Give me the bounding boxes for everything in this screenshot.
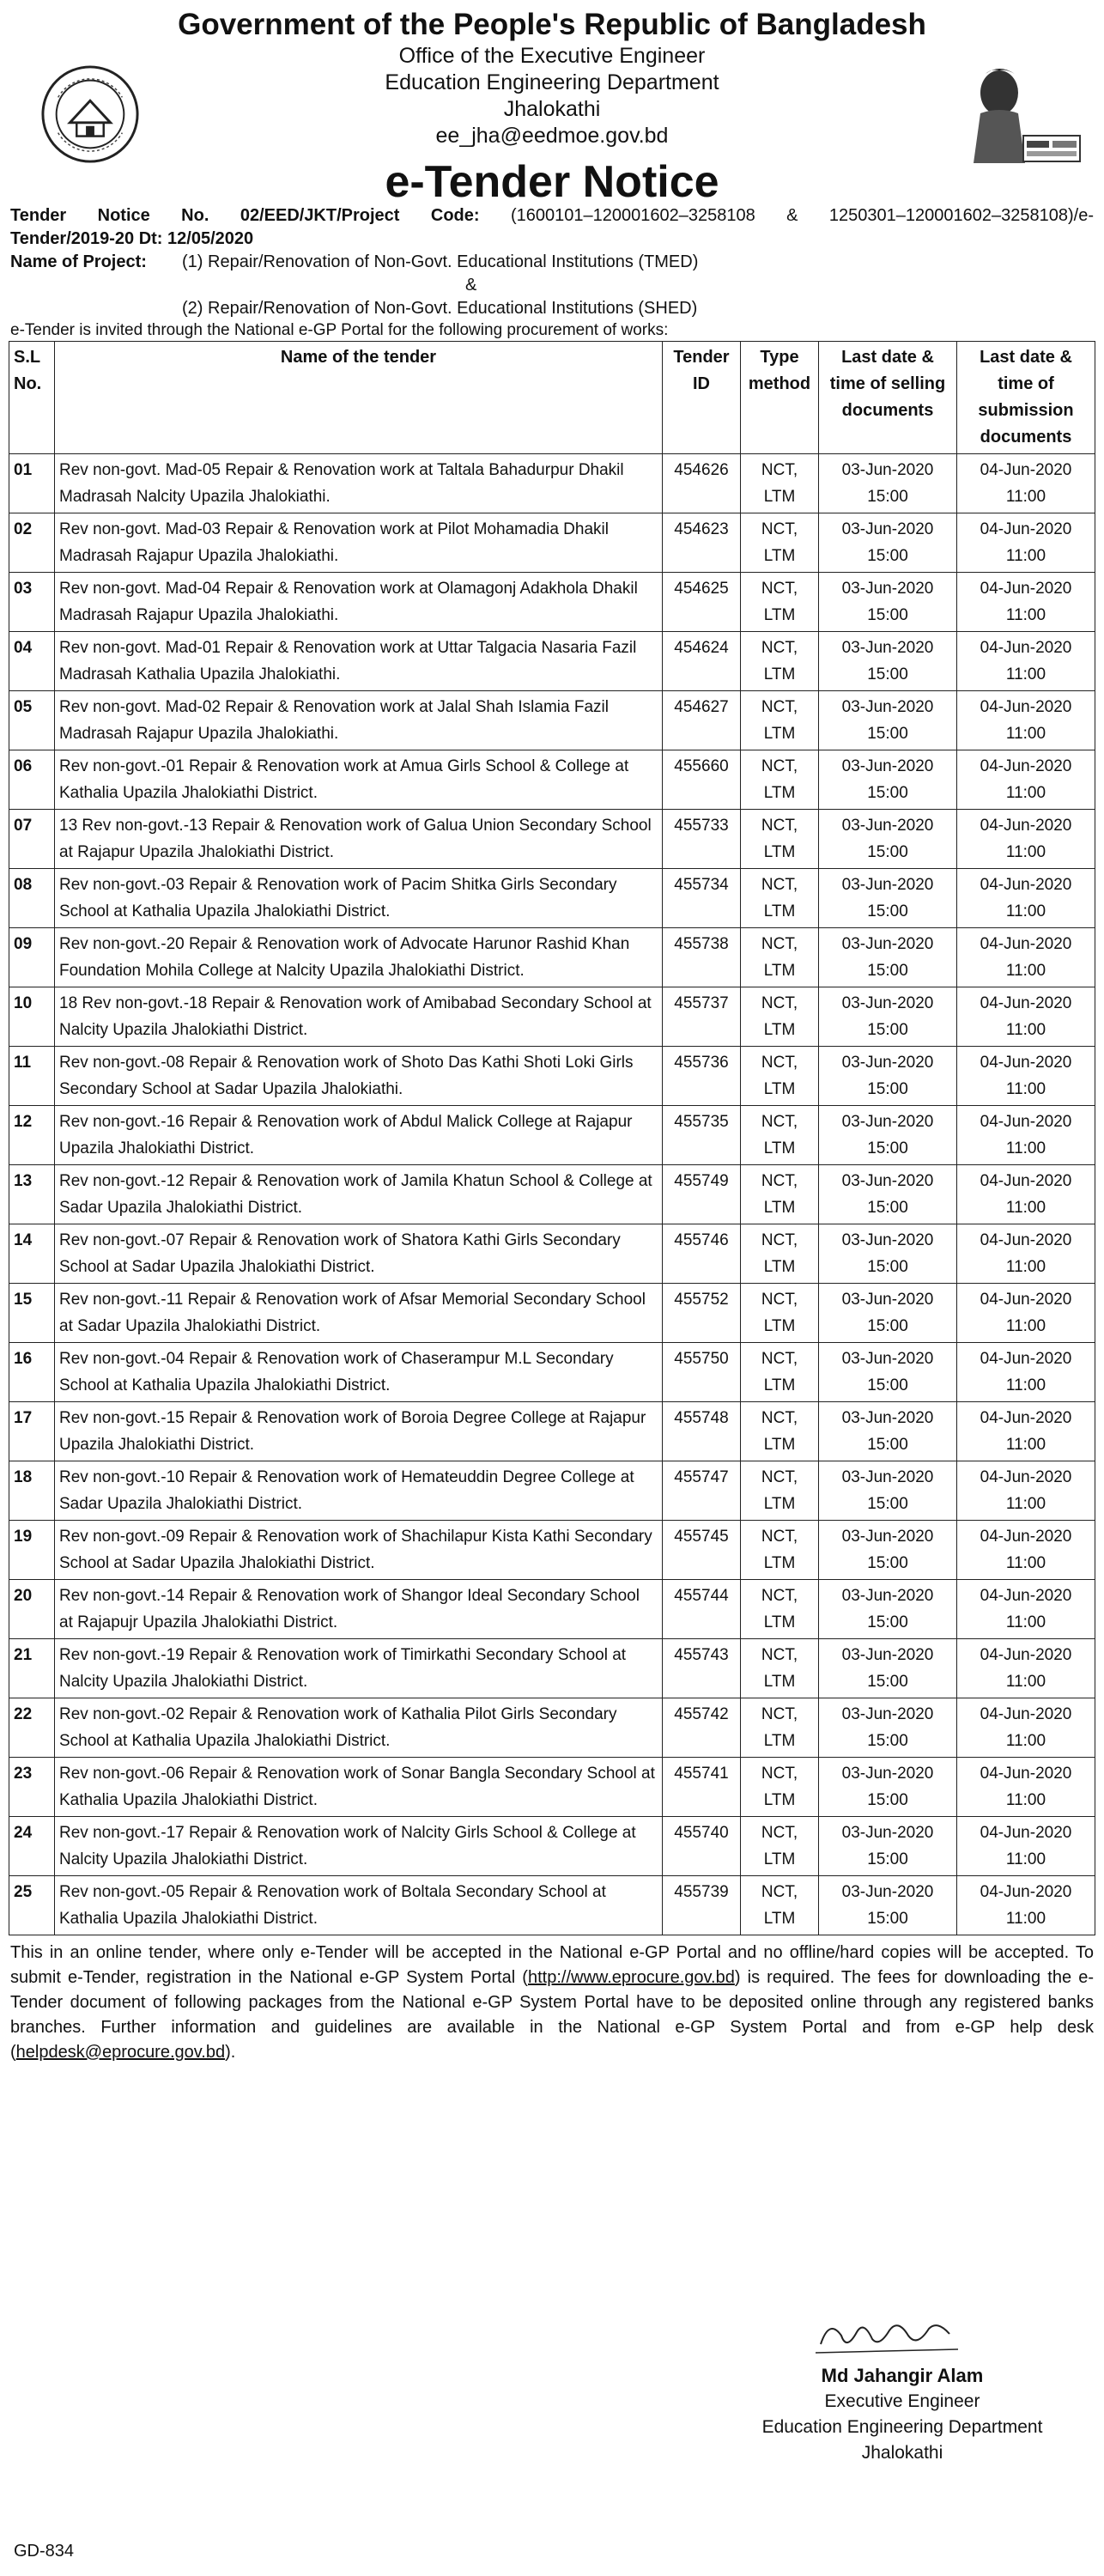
row-tender-name: Rev non-govt. Mad-01 Repair & Renovation work at Uttar Talgacia Nasaria Fazil Madrasah Kathalia Upazila Jhalokiathi. — [55, 632, 663, 691]
footer-text-3: ). — [225, 2043, 236, 2062]
table-row — [9, 1402, 1095, 1461]
footer-text-2: ) is required. The fees for downloading the e-Tender document of following packages from the National e-GP System Portal have to be deposited online through any registered banks branches. Further information and guidelines are available in the National e-GP System Portal and from e-GP help desk ( — [10, 1968, 1094, 2062]
row-submission-date: 04-Jun-2020 11:00 — [957, 1580, 1095, 1639]
row-sl: 25 — [9, 1876, 55, 1935]
row-tender-name: Rev non-govt. Mad-05 Repair & Renovation work at Taltala Bahadurpur Dhakil Madrasah Nalcity Upazila Jhalokiathi. — [55, 454, 663, 513]
helpdesk-email-link[interactable]: helpdesk@eprocure.gov.bd — [15, 2043, 226, 2062]
row-type-method: NCT, LTM — [741, 691, 819, 750]
row-tender-name: Rev non-govt.-02 Repair & Renovation work of Kathalia Pilot Girls Secondary School at Kathalia Upazila Jhalokiathi District. — [55, 1698, 663, 1758]
table-row — [9, 1047, 1095, 1106]
row-tender-id: 455739 — [663, 1876, 741, 1935]
row-selling-date: 03-Jun-2020 15:00 — [819, 1165, 957, 1224]
row-sl: 17 — [9, 1402, 55, 1461]
row-tender-name: Rev non-govt.-05 Repair & Renovation work of Boltala Secondary School at Kathalia Upazila Jhalokiathi District. — [55, 1876, 663, 1935]
row-tender-name: Rev non-govt.-17 Repair & Renovation work of Nalcity Girls School & College at Nalcity Upazila Jhalokiathi District. — [55, 1817, 663, 1876]
row-submission-date: 04-Jun-2020 11:00 — [957, 1402, 1095, 1461]
row-tender-name: Rev non-govt. Mad-04 Repair & Renovation work at Olamagonj Adakhola Dhakil Madrasah Rajapur Upazila Jhalokiathi. — [55, 573, 663, 632]
eed-emblem-icon — [39, 64, 141, 165]
row-tender-name: Rev non-govt.-03 Repair & Renovation work of Pacim Shitka Girls Secondary School at Kathalia Upazila Jhalokiathi District. — [55, 869, 663, 928]
project-row-1 — [10, 251, 1094, 274]
row-submission-date: 04-Jun-2020 11:00 — [957, 1343, 1095, 1402]
row-submission-date: 04-Jun-2020 11:00 — [957, 454, 1095, 513]
row-selling-date: 03-Jun-2020 15:00 — [819, 987, 957, 1047]
row-tender-id: 455735 — [663, 1106, 741, 1165]
invitation-text: e-Tender is invited through the National e-GP Portal for the following procurement of works: — [10, 321, 669, 339]
row-type-method: NCT, LTM — [741, 1461, 819, 1521]
row-tender-name: Rev non-govt.-10 Repair & Renovation work of Hemateuddin Degree College at Sadar Upazila Jhalokiathi District. — [55, 1461, 663, 1521]
row-submission-date: 04-Jun-2020 11:00 — [957, 632, 1095, 691]
tender-info — [9, 204, 1095, 341]
header-name: Name of the tender — [55, 342, 663, 454]
row-tender-name: Rev non-govt. Mad-02 Repair & Renovation work at Jalal Shah Islamia Fazil Madrasah Rajapur Upazila Jhalokiathi. — [55, 691, 663, 750]
row-tender-name: Rev non-govt.-06 Repair & Renovation work of Sonar Bangla Secondary School at Kathalia Upazila Jhalokiathi District. — [55, 1758, 663, 1817]
row-selling-date: 03-Jun-2020 15:00 — [819, 1521, 957, 1580]
row-type-method: NCT, LTM — [741, 632, 819, 691]
row-tender-id: 455740 — [663, 1817, 741, 1876]
row-type-method: NCT, LTM — [741, 1580, 819, 1639]
row-submission-date: 04-Jun-2020 11:00 — [957, 691, 1095, 750]
row-type-method: NCT, LTM — [741, 573, 819, 632]
row-type-method: NCT, LTM — [741, 1284, 819, 1343]
footer-text-1: This in an online tender, where only e-Tender will be accepted in the National e-GP Portal and no offline/hard copies will be accepted. To submit e-Tender, registration in the National e-GP System Portal ( — [10, 1943, 1094, 1987]
row-tender-name: Rev non-govt.-11 Repair & Renovation work of Afsar Memorial Secondary School at Sadar Upazila Jhalokiathi District. — [55, 1284, 663, 1343]
row-sl: 21 — [9, 1639, 55, 1698]
row-submission-date: 04-Jun-2020 11:00 — [957, 750, 1095, 810]
table-row — [9, 1284, 1095, 1343]
table-row — [9, 987, 1095, 1047]
table-row — [9, 513, 1095, 573]
signatory-department: Education Engineering Department — [761, 2417, 1043, 2437]
eprocure-link[interactable]: http://www.eprocure.gov.bd — [527, 1968, 735, 1987]
signature-icon — [812, 2310, 967, 2361]
row-tender-name: Rev non-govt.-19 Repair & Renovation work of Timirkathi Secondary School at Nalcity Upazila Jhalokiathi District. — [55, 1639, 663, 1698]
row-submission-date: 04-Jun-2020 11:00 — [957, 573, 1095, 632]
row-type-method: NCT, LTM — [741, 1224, 819, 1284]
table-row — [9, 869, 1095, 928]
tender-notice-page — [9, 0, 1095, 2576]
row-type-method: NCT, LTM — [741, 1876, 819, 1935]
row-selling-date: 03-Jun-2020 15:00 — [819, 1758, 957, 1817]
project-label: Name of Project: — [10, 252, 147, 271]
row-tender-id: 455737 — [663, 987, 741, 1047]
row-tender-id: 455744 — [663, 1580, 741, 1639]
mujib-year-logo-icon — [946, 62, 1083, 173]
table-header-row — [9, 342, 1095, 454]
signatory-location: Jhalokathi — [861, 2443, 943, 2463]
row-type-method: NCT, LTM — [741, 1165, 819, 1224]
row-selling-date: 03-Jun-2020 15:00 — [819, 1580, 957, 1639]
row-sl: 24 — [9, 1817, 55, 1876]
table-row — [9, 1343, 1095, 1402]
row-submission-date: 04-Jun-2020 11:00 — [957, 928, 1095, 987]
row-tender-name: Rev non-govt.-20 Repair & Renovation work of Advocate Harunor Rashid Khan Foundation Mohila College at Nalcity Upazila Jhalokiathi District. — [55, 928, 663, 987]
gd-code: GD-834 — [14, 2542, 75, 2561]
row-type-method: NCT, LTM — [741, 1817, 819, 1876]
row-sl: 23 — [9, 1758, 55, 1817]
notice-header — [9, 0, 1095, 207]
row-tender-id: 455752 — [663, 1284, 741, 1343]
row-submission-date: 04-Jun-2020 11:00 — [957, 1758, 1095, 1817]
header-submission-date: Last date & time of submission documents — [957, 342, 1095, 454]
row-tender-id: 454624 — [663, 632, 741, 691]
row-sl: 05 — [9, 691, 55, 750]
row-submission-date: 04-Jun-2020 11:00 — [957, 1639, 1095, 1698]
row-tender-id: 454626 — [663, 454, 741, 513]
tender-rows — [9, 454, 1095, 1935]
row-type-method: NCT, LTM — [741, 869, 819, 928]
row-tender-name: Rev non-govt.-08 Repair & Renovation work of Shoto Das Kathi Shoti Loki Girls Secondary School at Sadar Upazila Jhalokiathi. — [55, 1047, 663, 1106]
row-type-method: NCT, LTM — [741, 513, 819, 573]
project-item-2: (2) Repair/Renovation of Non-Govt. Educational Institutions (SHED) — [182, 299, 698, 318]
table-row — [9, 1817, 1095, 1876]
row-tender-id: 455733 — [663, 810, 741, 869]
project-row-2 — [10, 297, 1094, 320]
row-selling-date: 03-Jun-2020 15:00 — [819, 1698, 957, 1758]
table-row — [9, 1521, 1095, 1580]
header-type-method: Type method — [741, 342, 819, 454]
table-row — [9, 810, 1095, 869]
row-tender-name: Rev non-govt.-15 Repair & Renovation work of Boroia Degree College at Rajapur Upazila Jhalokiathi District. — [55, 1402, 663, 1461]
row-submission-date: 04-Jun-2020 11:00 — [957, 987, 1095, 1047]
row-sl: 01 — [9, 454, 55, 513]
row-sl: 07 — [9, 810, 55, 869]
row-tender-name: Rev non-govt.-14 Repair & Renovation work of Shangor Ideal Secondary School at Rajapujr Upazila Jhalokiathi District. — [55, 1580, 663, 1639]
row-selling-date: 03-Jun-2020 15:00 — [819, 1106, 957, 1165]
table-row — [9, 928, 1095, 987]
row-selling-date: 03-Jun-2020 15:00 — [819, 1639, 957, 1698]
row-selling-date: 03-Jun-2020 15:00 — [819, 573, 957, 632]
row-tender-name: Rev non-govt. Mad-03 Repair & Renovation work at Pilot Mohamadia Dhakil Madrasah Rajapur Upazila Jhalokiathi. — [55, 513, 663, 573]
project-ampersand: & — [465, 276, 477, 295]
row-type-method: NCT, LTM — [741, 1758, 819, 1817]
row-sl: 11 — [9, 1047, 55, 1106]
row-selling-date: 03-Jun-2020 15:00 — [819, 928, 957, 987]
row-tender-name: Rev non-govt.-09 Repair & Renovation work of Shachilapur Kista Kathi Secondary School at Sadar Upazila Jhalokiathi District. — [55, 1521, 663, 1580]
project-label-spacer — [10, 297, 182, 320]
row-tender-id: 454623 — [663, 513, 741, 573]
row-sl: 19 — [9, 1521, 55, 1580]
office-location: Jhalokathi — [503, 97, 601, 121]
signatory-name: Md Jahangir Alam — [821, 2365, 984, 2386]
row-tender-id: 455746 — [663, 1224, 741, 1284]
row-submission-date: 04-Jun-2020 11:00 — [957, 1817, 1095, 1876]
row-type-method: NCT, LTM — [741, 928, 819, 987]
notice-title: e-Tender Notice — [385, 157, 719, 207]
row-sl: 02 — [9, 513, 55, 573]
row-type-method: NCT, LTM — [741, 1343, 819, 1402]
office-name: Office of the Executive Engineer — [398, 44, 706, 68]
row-type-method: NCT, LTM — [741, 1639, 819, 1698]
row-tender-id: 454625 — [663, 573, 741, 632]
row-sl: 18 — [9, 1461, 55, 1521]
row-submission-date: 04-Jun-2020 11:00 — [957, 1047, 1095, 1106]
header-selling-date: Last date & time of selling documents — [819, 342, 957, 454]
row-type-method: NCT, LTM — [741, 1106, 819, 1165]
row-submission-date: 04-Jun-2020 11:00 — [957, 869, 1095, 928]
row-tender-name: Rev non-govt.-16 Repair & Renovation work of Abdul Malick College at Rajapur Upazila Jhalokiathi District. — [55, 1106, 663, 1165]
row-selling-date: 03-Jun-2020 15:00 — [819, 1402, 957, 1461]
tender-table — [9, 341, 1095, 1935]
row-tender-name: 13 Rev non-govt.-13 Repair & Renovation work of Galua Union Secondary School at Rajapur Upazila Jhalokiathi District. — [55, 810, 663, 869]
table-row — [9, 750, 1095, 810]
row-sl: 15 — [9, 1284, 55, 1343]
row-tender-id: 455747 — [663, 1461, 741, 1521]
row-sl: 04 — [9, 632, 55, 691]
table-row — [9, 1224, 1095, 1284]
row-tender-name: Rev non-govt.-01 Repair & Renovation work at Amua Girls School & College at Kathalia Upazila Jhalokiathi District. — [55, 750, 663, 810]
row-sl: 03 — [9, 573, 55, 632]
row-submission-date: 04-Jun-2020 11:00 — [957, 810, 1095, 869]
row-sl: 06 — [9, 750, 55, 810]
row-tender-id: 455734 — [663, 869, 741, 928]
row-tender-id: 455749 — [663, 1165, 741, 1224]
table-row — [9, 1639, 1095, 1698]
table-row — [9, 573, 1095, 632]
row-selling-date: 03-Jun-2020 15:00 — [819, 454, 957, 513]
row-selling-date: 03-Jun-2020 15:00 — [819, 1461, 957, 1521]
row-tender-id: 455750 — [663, 1343, 741, 1402]
row-sl: 22 — [9, 1698, 55, 1758]
row-selling-date: 03-Jun-2020 15:00 — [819, 1817, 957, 1876]
row-tender-name: Rev non-govt.-07 Repair & Renovation work of Shatora Kathi Girls Secondary School at Sadar Upazila Jhalokiathi District. — [55, 1224, 663, 1284]
row-selling-date: 03-Jun-2020 15:00 — [819, 513, 957, 573]
row-sl: 09 — [9, 928, 55, 987]
table-row — [9, 1580, 1095, 1639]
table-row — [9, 454, 1095, 513]
signatory-designation: Executive Engineer — [824, 2391, 980, 2411]
table-row — [9, 1758, 1095, 1817]
row-tender-name: Rev non-govt.-04 Repair & Renovation work of Chaserampur M.L Secondary School at Kathalia Upazila Jhalokiathi District. — [55, 1343, 663, 1402]
row-tender-name: 18 Rev non-govt.-18 Repair & Renovation work of Amibabad Secondary School at Nalcity Upazila Jhalokiathi District. — [55, 987, 663, 1047]
row-selling-date: 03-Jun-2020 15:00 — [819, 1343, 957, 1402]
row-submission-date: 04-Jun-2020 11:00 — [957, 1106, 1095, 1165]
row-submission-date: 04-Jun-2020 11:00 — [957, 1698, 1095, 1758]
row-submission-date: 04-Jun-2020 11:00 — [957, 1461, 1095, 1521]
signatory-block — [761, 2363, 1044, 2466]
row-type-method: NCT, LTM — [741, 1698, 819, 1758]
row-tender-id: 455745 — [663, 1521, 741, 1580]
row-tender-id: 455736 — [663, 1047, 741, 1106]
row-submission-date: 04-Jun-2020 11:00 — [957, 1224, 1095, 1284]
row-type-method: NCT, LTM — [741, 1521, 819, 1580]
row-type-method: NCT, LTM — [741, 810, 819, 869]
row-tender-name: Rev non-govt.-12 Repair & Renovation work of Jamila Khatun School & College at Sadar Upazila Jhalokiathi District. — [55, 1165, 663, 1224]
row-sl: 14 — [9, 1224, 55, 1284]
row-type-method: NCT, LTM — [741, 1047, 819, 1106]
row-tender-id: 455748 — [663, 1402, 741, 1461]
row-sl: 12 — [9, 1106, 55, 1165]
row-tender-id: 455743 — [663, 1639, 741, 1698]
project-item-1: (1) Repair/Renovation of Non-Govt. Educational Institutions (TMED) — [182, 252, 699, 271]
row-selling-date: 03-Jun-2020 15:00 — [819, 750, 957, 810]
row-submission-date: 04-Jun-2020 11:00 — [957, 1876, 1095, 1935]
table-row — [9, 632, 1095, 691]
row-tender-id: 455741 — [663, 1758, 741, 1817]
row-sl: 16 — [9, 1343, 55, 1402]
row-tender-id: 455738 — [663, 928, 741, 987]
table-row — [9, 691, 1095, 750]
header-sl: S.L No. — [9, 342, 55, 454]
row-tender-id: 455660 — [663, 750, 741, 810]
row-tender-id: 455742 — [663, 1698, 741, 1758]
project-codes: (1600101–120001602–3258108 & 1250301–120001602–3258108)/e- — [510, 206, 1094, 225]
notice-date-line: Tender/2019-20 Dt: 12/05/2020 — [10, 229, 254, 248]
row-selling-date: 03-Jun-2020 15:00 — [819, 691, 957, 750]
row-selling-date: 03-Jun-2020 15:00 — [819, 632, 957, 691]
row-selling-date: 03-Jun-2020 15:00 — [819, 1876, 957, 1935]
row-selling-date: 03-Jun-2020 15:00 — [819, 1224, 957, 1284]
row-type-method: NCT, LTM — [741, 454, 819, 513]
row-submission-date: 04-Jun-2020 11:00 — [957, 1521, 1095, 1580]
government-title: Government of the People's Republic of Bangladesh — [178, 8, 926, 41]
row-tender-id: 454627 — [663, 691, 741, 750]
table-row — [9, 1165, 1095, 1224]
table-row — [9, 1106, 1095, 1165]
footer-terms — [9, 1941, 1095, 2065]
row-submission-date: 04-Jun-2020 11:00 — [957, 513, 1095, 573]
department-name: Education Engineering Department — [385, 70, 719, 94]
table-row — [9, 1698, 1095, 1758]
table-row — [9, 1876, 1095, 1935]
table-row — [9, 1461, 1095, 1521]
row-submission-date: 04-Jun-2020 11:00 — [957, 1284, 1095, 1343]
row-selling-date: 03-Jun-2020 15:00 — [819, 1047, 957, 1106]
row-selling-date: 03-Jun-2020 15:00 — [819, 869, 957, 928]
row-selling-date: 03-Jun-2020 15:00 — [819, 810, 957, 869]
row-type-method: NCT, LTM — [741, 987, 819, 1047]
row-type-method: NCT, LTM — [741, 750, 819, 810]
office-email: ee_jha@eedmoe.gov.bd — [435, 124, 669, 148]
row-sl: 10 — [9, 987, 55, 1047]
row-selling-date: 03-Jun-2020 15:00 — [819, 1284, 957, 1343]
row-sl: 13 — [9, 1165, 55, 1224]
notice-label: Tender Notice No. 02/EED/JKT/Project Code: — [10, 206, 480, 225]
row-sl: 08 — [9, 869, 55, 928]
row-submission-date: 04-Jun-2020 11:00 — [957, 1165, 1095, 1224]
header-tender-id: Tender ID — [663, 342, 741, 454]
row-type-method: NCT, LTM — [741, 1402, 819, 1461]
row-sl: 20 — [9, 1580, 55, 1639]
